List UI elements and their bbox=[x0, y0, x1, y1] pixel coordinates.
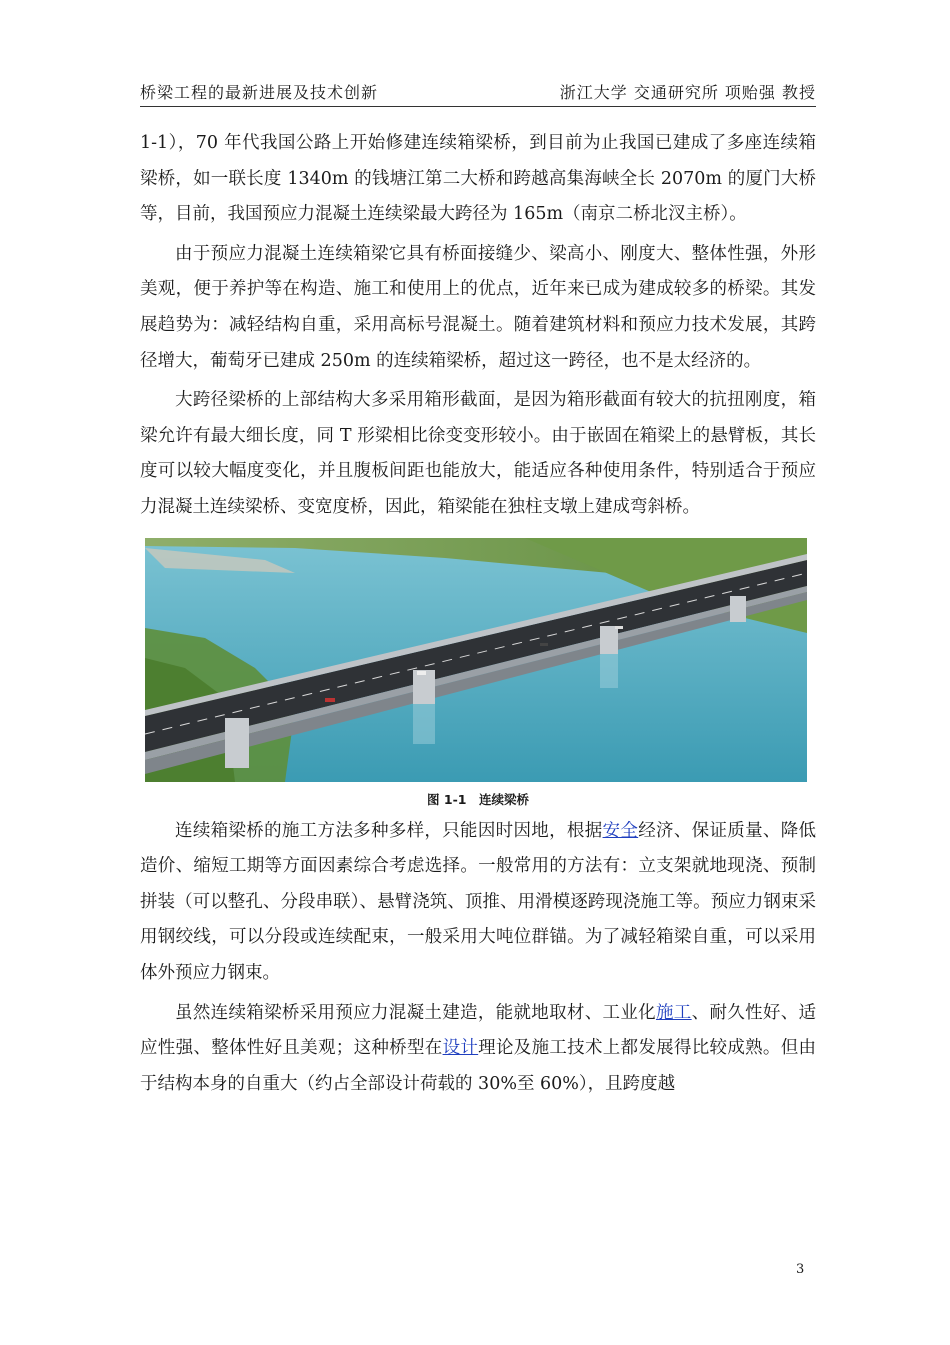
bridge-photo-icon bbox=[145, 538, 807, 782]
document-body bbox=[140, 126, 816, 1102]
paragraph-1: 1-1），70 年代我国公路上开始修建连续箱梁桥，到目前为止我国已建成了多座连续箱梁桥，如一联长度 1340m 的钱塘江第二大桥和跨越高集海峡全长 2070m 的厦门大桥等，目前，我国预应力混凝土连续梁最大跨径为 165m（南京二桥北汊主桥）。 bbox=[140, 133, 816, 225]
paragraph-4-text-b: 经济、保证质量、降低造价、缩短工期等方面因素综合考虑选择。一般常用的方法有：立支架就地现浇、预制拼装（可以整孔、分段串联）、悬臂浇筑、顶推、用滑模逐跨现浇施工等。预应力钢束采用钢绞线，可以分段或连续配束，一般采用大吨位群锚。为了减轻箱梁自重，可以采用体外预应力钢束。 bbox=[140, 820, 817, 983]
page-header bbox=[140, 78, 816, 107]
page-number: 3 bbox=[796, 1262, 805, 1277]
bridge-figure bbox=[145, 538, 807, 782]
paragraph-3: 大跨径梁桥的上部结构大多采用箱形截面，是因为箱形截面有较大的抗扭刚度，箱梁允许有最大细长度，同 T 形梁相比徐变变形较小。由于嵌固在箱梁上的悬臂板，其长度可以较大幅度变化，并且腹板间距也能放大，能适应各种使用条件，特别适合于预应力混凝土连续梁桥、变宽度桥，因此，箱梁能在独柱支墩上建成弯斜桥。 bbox=[140, 390, 816, 517]
link-design[interactable]: 设计 bbox=[442, 1038, 479, 1059]
link-construction[interactable]: 施工 bbox=[655, 1002, 692, 1023]
header-author: 浙江大学 交通研究所 项贻强 教授 bbox=[559, 83, 816, 102]
figure-caption: 图 1-1 连续梁桥 bbox=[427, 791, 529, 807]
paragraph-4 bbox=[140, 814, 816, 992]
header-title: 桥梁工程的最新进展及技术创新 bbox=[140, 83, 379, 102]
paragraph-5 bbox=[140, 996, 816, 1103]
paragraph-2: 由于预应力混凝土连续箱梁它具有桥面接缝少、梁高小、刚度大、整体性强，外形美观，便于养护等在构造、施工和使用上的优点，近年来已成为建成较多的桥梁。其发展趋势为：减轻结构自重，采用高标号混凝土。随着建筑材料和预应力技术发展，其跨径增大，葡萄牙已建成 250m 的连续箱梁桥，超过这一跨径，也不是太经济的。 bbox=[140, 243, 816, 371]
paragraph-5-text-b: 、耐久性好、适应性强、整体性好且美观；这种桥型在 bbox=[140, 1002, 817, 1059]
paragraph-5-text-c: 理论及施工技术上都发展得比较成熟。但由于结构本身的自重大（约占全部设计荷载的 30%至 60%），且跨度越 bbox=[140, 1038, 817, 1094]
paragraph-5-text-a: 虽然连续箱梁桥采用预应力混凝土建造，能就地取材、工业化 bbox=[175, 1002, 656, 1023]
paragraph-4-text-a: 连续箱梁桥的施工方法多种多样，只能因时因地，根据 bbox=[175, 820, 603, 841]
link-safety[interactable]: 安全 bbox=[602, 820, 639, 841]
